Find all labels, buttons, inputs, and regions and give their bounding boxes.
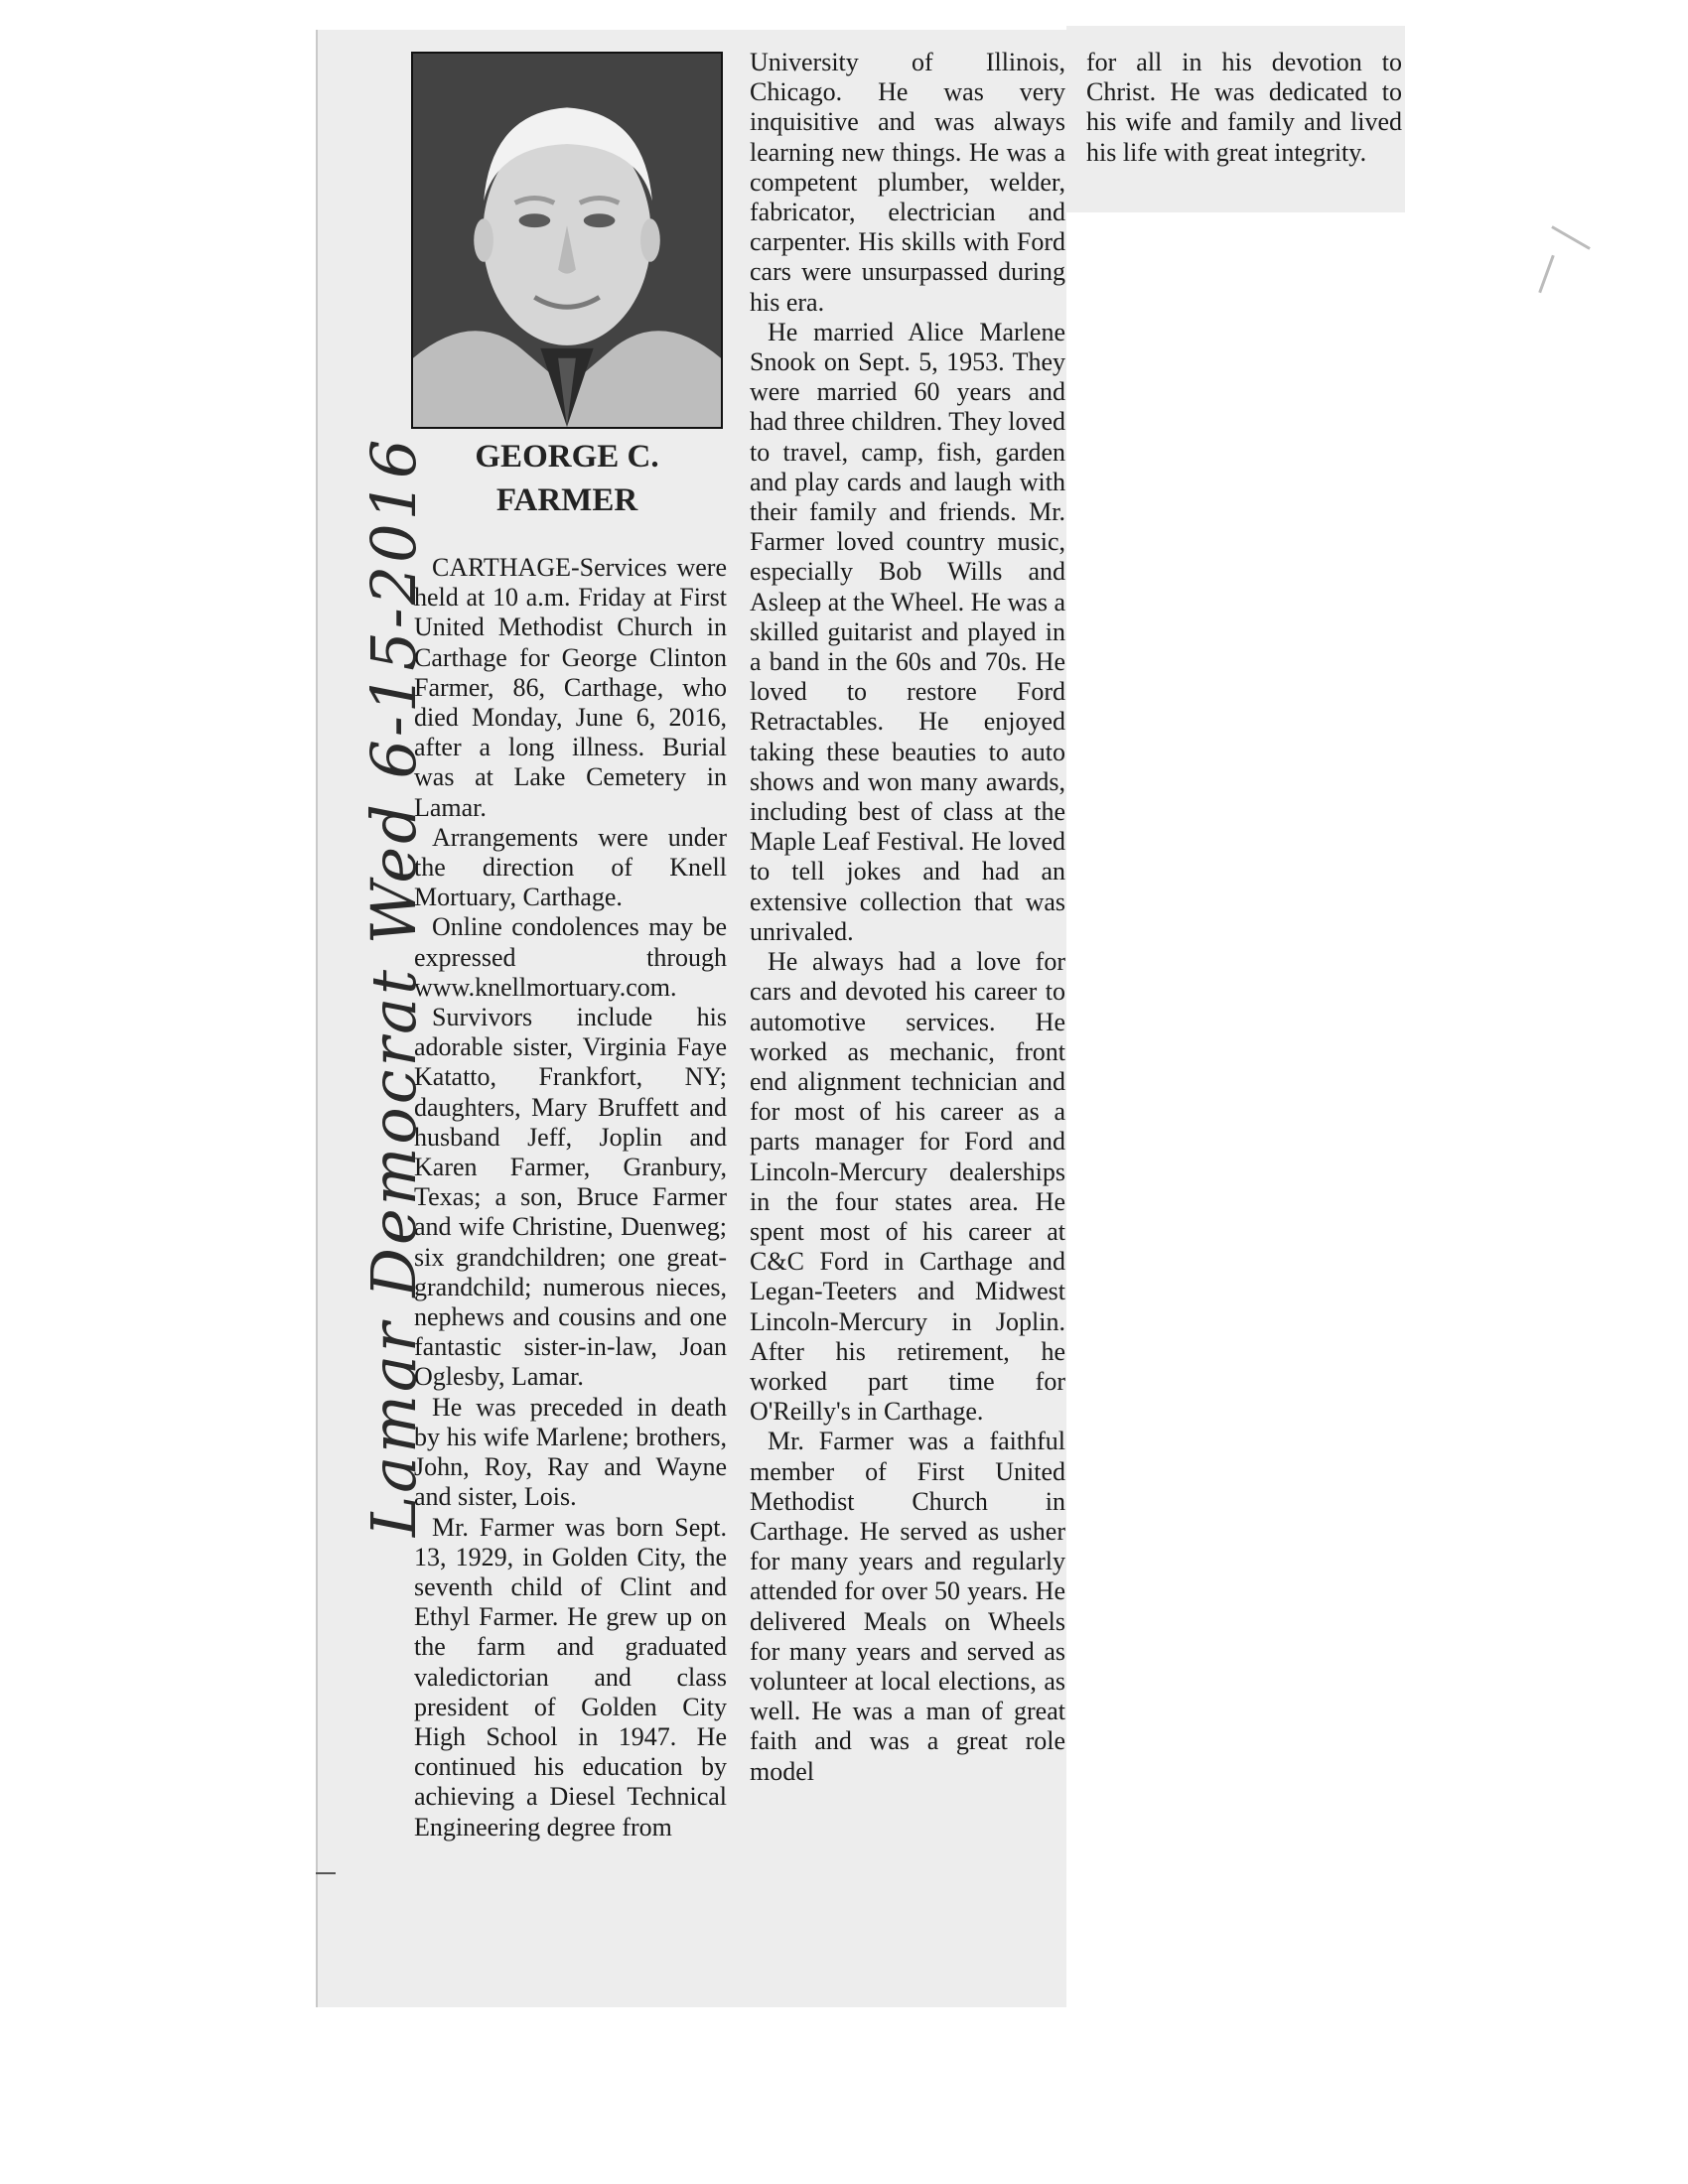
paragraph-preceded: He was preceded in death by his wife Marlene; brothers, John, Roy, Ray and Wayne and sister, Lois.: [414, 1392, 727, 1512]
paragraph-marriage: He married Alice Marlene Snook on Sept. 5, 1953. They were married 60 years and had three children. They loved to travel, camp, fish, garden and play cards and laugh with their family and friends. Mr. Farmer loved country music, especially Bob Wills and Asleep at the Wheel. He was a skilled guitarist and played in a band in the 60s and 70s. He loved to restore Ford Retractables. He enjoyed taking these beauties to auto shows and won many awards, including best of class at the Maple Leaf Festival. He loved to tell jokes and had an extensive collection that was unrivaled.: [750, 317, 1065, 946]
text-column-2: [750, 48, 1065, 1787]
paragraph-education: University of Illinois, Chicago. He was very inquisitive and was always learning new things. He was a competent plumber, welder, fabricator, electrician and carpenter. His skills with Ford cars were unsurpassed during his era.: [750, 48, 1065, 317]
paragraph-church: Mr. Farmer was a faithful member of First United Methodist Church in Carthage. He served as usher for many years and regularly attended for over 50 years. He delivered Meals on Wheels for many years and served as volunteer at local elections, as well. He was a man of great faith and was a great role model: [750, 1427, 1065, 1786]
paragraph-services: CARTHAGE-Services were held at 10 a.m. Friday at First United Methodist Church in Carthage for George Clinton Farmer, 86, Carthage, who died Monday, June 6, 2016, after a long illness. Burial was at Lake Cemetery in Lamar.: [414, 553, 727, 822]
portrait-photo: [411, 52, 723, 429]
text-column-1: [414, 553, 727, 1843]
paragraph-closing: for all in his devotion to Christ. He was dedicated to his wife and family and lived his life with great integrity.: [1086, 48, 1402, 167]
paragraph-arrangements: Arrangements were under the direction of Knell Mortuary, Carthage.: [414, 822, 727, 912]
text-column-3: [1086, 48, 1402, 168]
clipping-edge: [316, 30, 318, 2007]
scan-mark: [316, 1872, 336, 1874]
paragraph-survivors: Survivors include his adorable sister, Virginia Faye Katatto, Frankfort, NY; daughters, Mary Bruffett and husband Jeff, Joplin and Karen Farmer, Granbury, Texas; a son, Bruce Farmer and wife Christine, Duenweg; six grandchildren; one great-grandchild; numerous nieces, nephews and cousins and one fantastic sister-in-law, Joan Oglesby, Lamar.: [414, 1003, 727, 1392]
obituary-name-line2: FARMER: [495, 482, 638, 518]
paragraph-career: He always had a love for cars and devoted his career to automotive services. He worked as mechanic, front end alignment technician and for most of his career as a parts manager for Ford and Lincoln-Mercury dealerships in the four states area. He spent most of his career at C&C Ford in Carthage and Legan-Teeters and Midwest Lincoln-Mercury in Joplin. After his retirement, he worked part time for O'Reilly's in Carthage.: [750, 947, 1065, 1427]
paragraph-biography: Mr. Farmer was born Sept. 13, 1929, in Golden City, the seventh child of Clint and Ethyl Farmer. He grew up on the farm and graduated valedictorian and class president of Golden City High School in 1947. He continued his education by achieving a Diesel Technical Engineering degree from: [414, 1512, 727, 1842]
paragraph-condolences: Online condolences may be expressed through www.knellmortuary.com.: [414, 912, 727, 1002]
handwritten-date-note: Lamar Democrat Wed 6-15-2016: [357, 436, 430, 1537]
scan-speck: [1551, 225, 1591, 250]
obituary-name-line1: GEORGE C.: [475, 439, 659, 475]
scan-speck: [1538, 255, 1555, 294]
